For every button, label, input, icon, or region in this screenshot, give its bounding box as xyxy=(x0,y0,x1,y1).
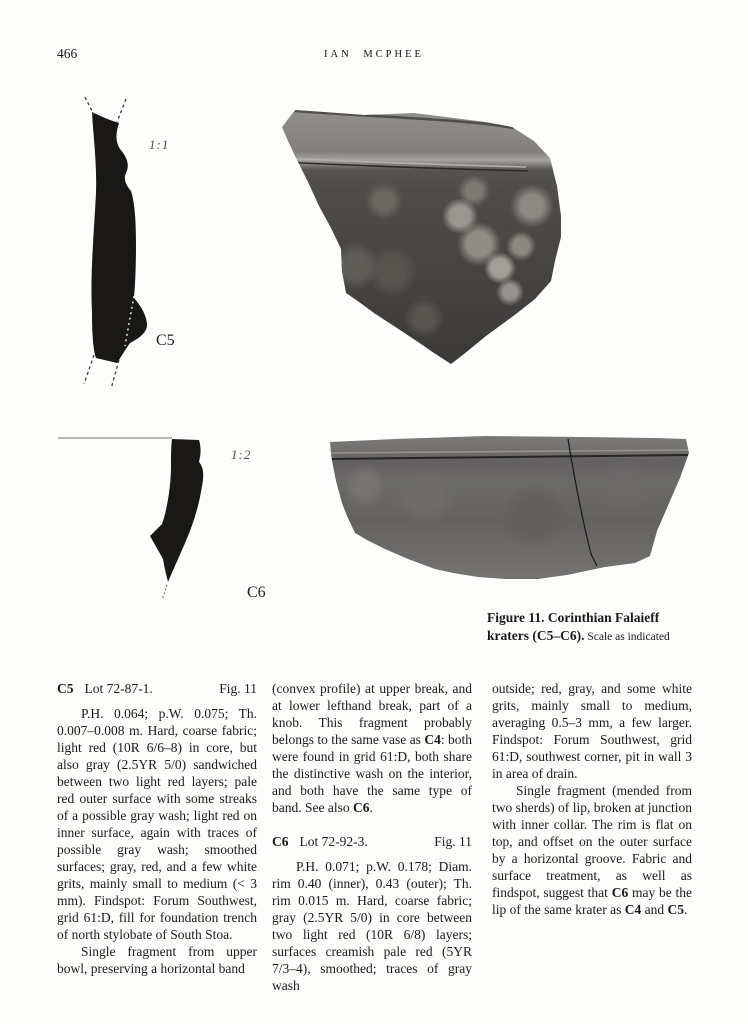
text-run: outside; red, gray, and some white grits, mainly small to medium, averaging 0.5–3 mm, a few larger. Findspot: Forum Southwest, grid 61:D, southwest corner, pit in wall 3 in area of drain. xyxy=(492,681,692,781)
catalog-entry-header xyxy=(57,680,257,697)
catalog-ref: C4 xyxy=(624,902,642,917)
text-run: . xyxy=(369,800,373,815)
c5-photo xyxy=(264,96,622,396)
c5-photo-groove-highlight xyxy=(282,158,526,167)
text-column xyxy=(492,680,692,918)
text-run: Single fragment from upper bowl, preserving a horizontal band xyxy=(57,944,257,976)
c6-photo-groove-line xyxy=(330,455,688,459)
text-run: P.H. 0.064; p.W. 0.075; Th. 0.007–0.008 m. Hard, coarse fabric; light red (10R 6/6–8) in core, but also gray (2.5YR 5/0) sandwiched between two light red layers; pale red outer surface with some streaks of a possible gray wash; light red on inner surface, again with traces of possible gray wash; smoothed surfaces; gray, red, and a few white grits, mainly small to medium (< 3 mm). Findspot: Forum Southwest, grid 61:D, fill for foundation trench of north stylobate of South Stoa. xyxy=(57,706,257,942)
c6-photo-rim-highlight xyxy=(330,450,688,453)
catalog-entry-header xyxy=(272,833,472,850)
c5-profile-silhouette xyxy=(91,112,147,363)
figure-caption xyxy=(487,609,693,646)
figure-caption-scale-note: Scale as indicated xyxy=(584,630,670,643)
c5-break-line-top-left xyxy=(85,97,94,115)
entry-id: C6 xyxy=(272,834,289,849)
text-column xyxy=(57,680,257,977)
c6-photo-crack-line xyxy=(568,439,597,566)
c6-break-line-bottom xyxy=(162,585,167,600)
text-column xyxy=(272,680,472,994)
catalog-ref: C6 xyxy=(611,885,629,900)
body-paragraph xyxy=(492,680,692,782)
c6-profile-drawing xyxy=(50,424,290,604)
entry-fig: Fig. 11 xyxy=(219,681,257,696)
body-paragraph xyxy=(492,782,692,918)
entry-lot: Lot 72-87-1. xyxy=(84,681,153,696)
c5-item-label: C5 xyxy=(156,332,175,349)
figure-caption-title: Figure 11. Corinthian Falaieff kraters (C5–C6). xyxy=(487,610,660,643)
text-run: may be the lip of the same krater as xyxy=(492,885,693,917)
catalog-ref: C6 xyxy=(352,800,370,815)
c5-break-line-bottom-right xyxy=(111,360,119,389)
text-run: . xyxy=(683,902,688,917)
c5-break-line-top-right xyxy=(117,99,126,122)
body-paragraph xyxy=(57,943,257,977)
text-run: (convex profile) at upper break, and at lower lefthand break, part of a knob. This fragment probably belongs to the same vase as xyxy=(272,681,472,747)
text-run: P.H. 0.071; p.W. 0.178; Diam. rim 0.40 (inner), 0.43 (outer); Th. rim 0.015 m. Hard, coarse fabric; gray (2.5YR 5/0) in core between two light red (10R 6/8) layers; surfaces creamish pale red (5YR 7/3–4), smoothed; traces of gray wash xyxy=(272,859,472,993)
entry-id: C5 xyxy=(57,681,74,696)
text-run: and xyxy=(641,902,668,917)
catalog-ref: C4 xyxy=(424,732,441,747)
c6-profile-silhouette xyxy=(150,439,203,582)
body-paragraph xyxy=(57,705,257,943)
entry-lot: Lot 72-92-3. xyxy=(299,834,368,849)
body-paragraph xyxy=(272,680,472,816)
body-paragraph xyxy=(272,858,472,994)
entry-fig: Fig. 11 xyxy=(434,834,472,849)
c6-item-label: C6 xyxy=(247,584,266,601)
text-run: : both were found in grid 61:D, both share the distinctive wash on the interior, and both have the same type of band. See also xyxy=(272,732,472,815)
c6-scale-label: 1:2 xyxy=(231,447,252,462)
catalog-ref: C5 xyxy=(667,902,684,917)
c6-photo xyxy=(305,426,717,592)
page-number: 466 xyxy=(57,46,78,61)
c5-photo-top-edge-shadow xyxy=(295,111,514,128)
text-run: Single fragment (mended from two sherds) of lip, broken at junction with inner collar. The rim is flat on top, and offset on the outer surface by a horizontal groove. Fabric and surface treatment, as well as findspot, suggest that xyxy=(492,783,692,900)
c5-break-line-bottom-left xyxy=(84,355,94,384)
running-head-author: IAN MCPHEE xyxy=(324,49,424,60)
c5-scale-label: 1:1 xyxy=(149,137,170,152)
